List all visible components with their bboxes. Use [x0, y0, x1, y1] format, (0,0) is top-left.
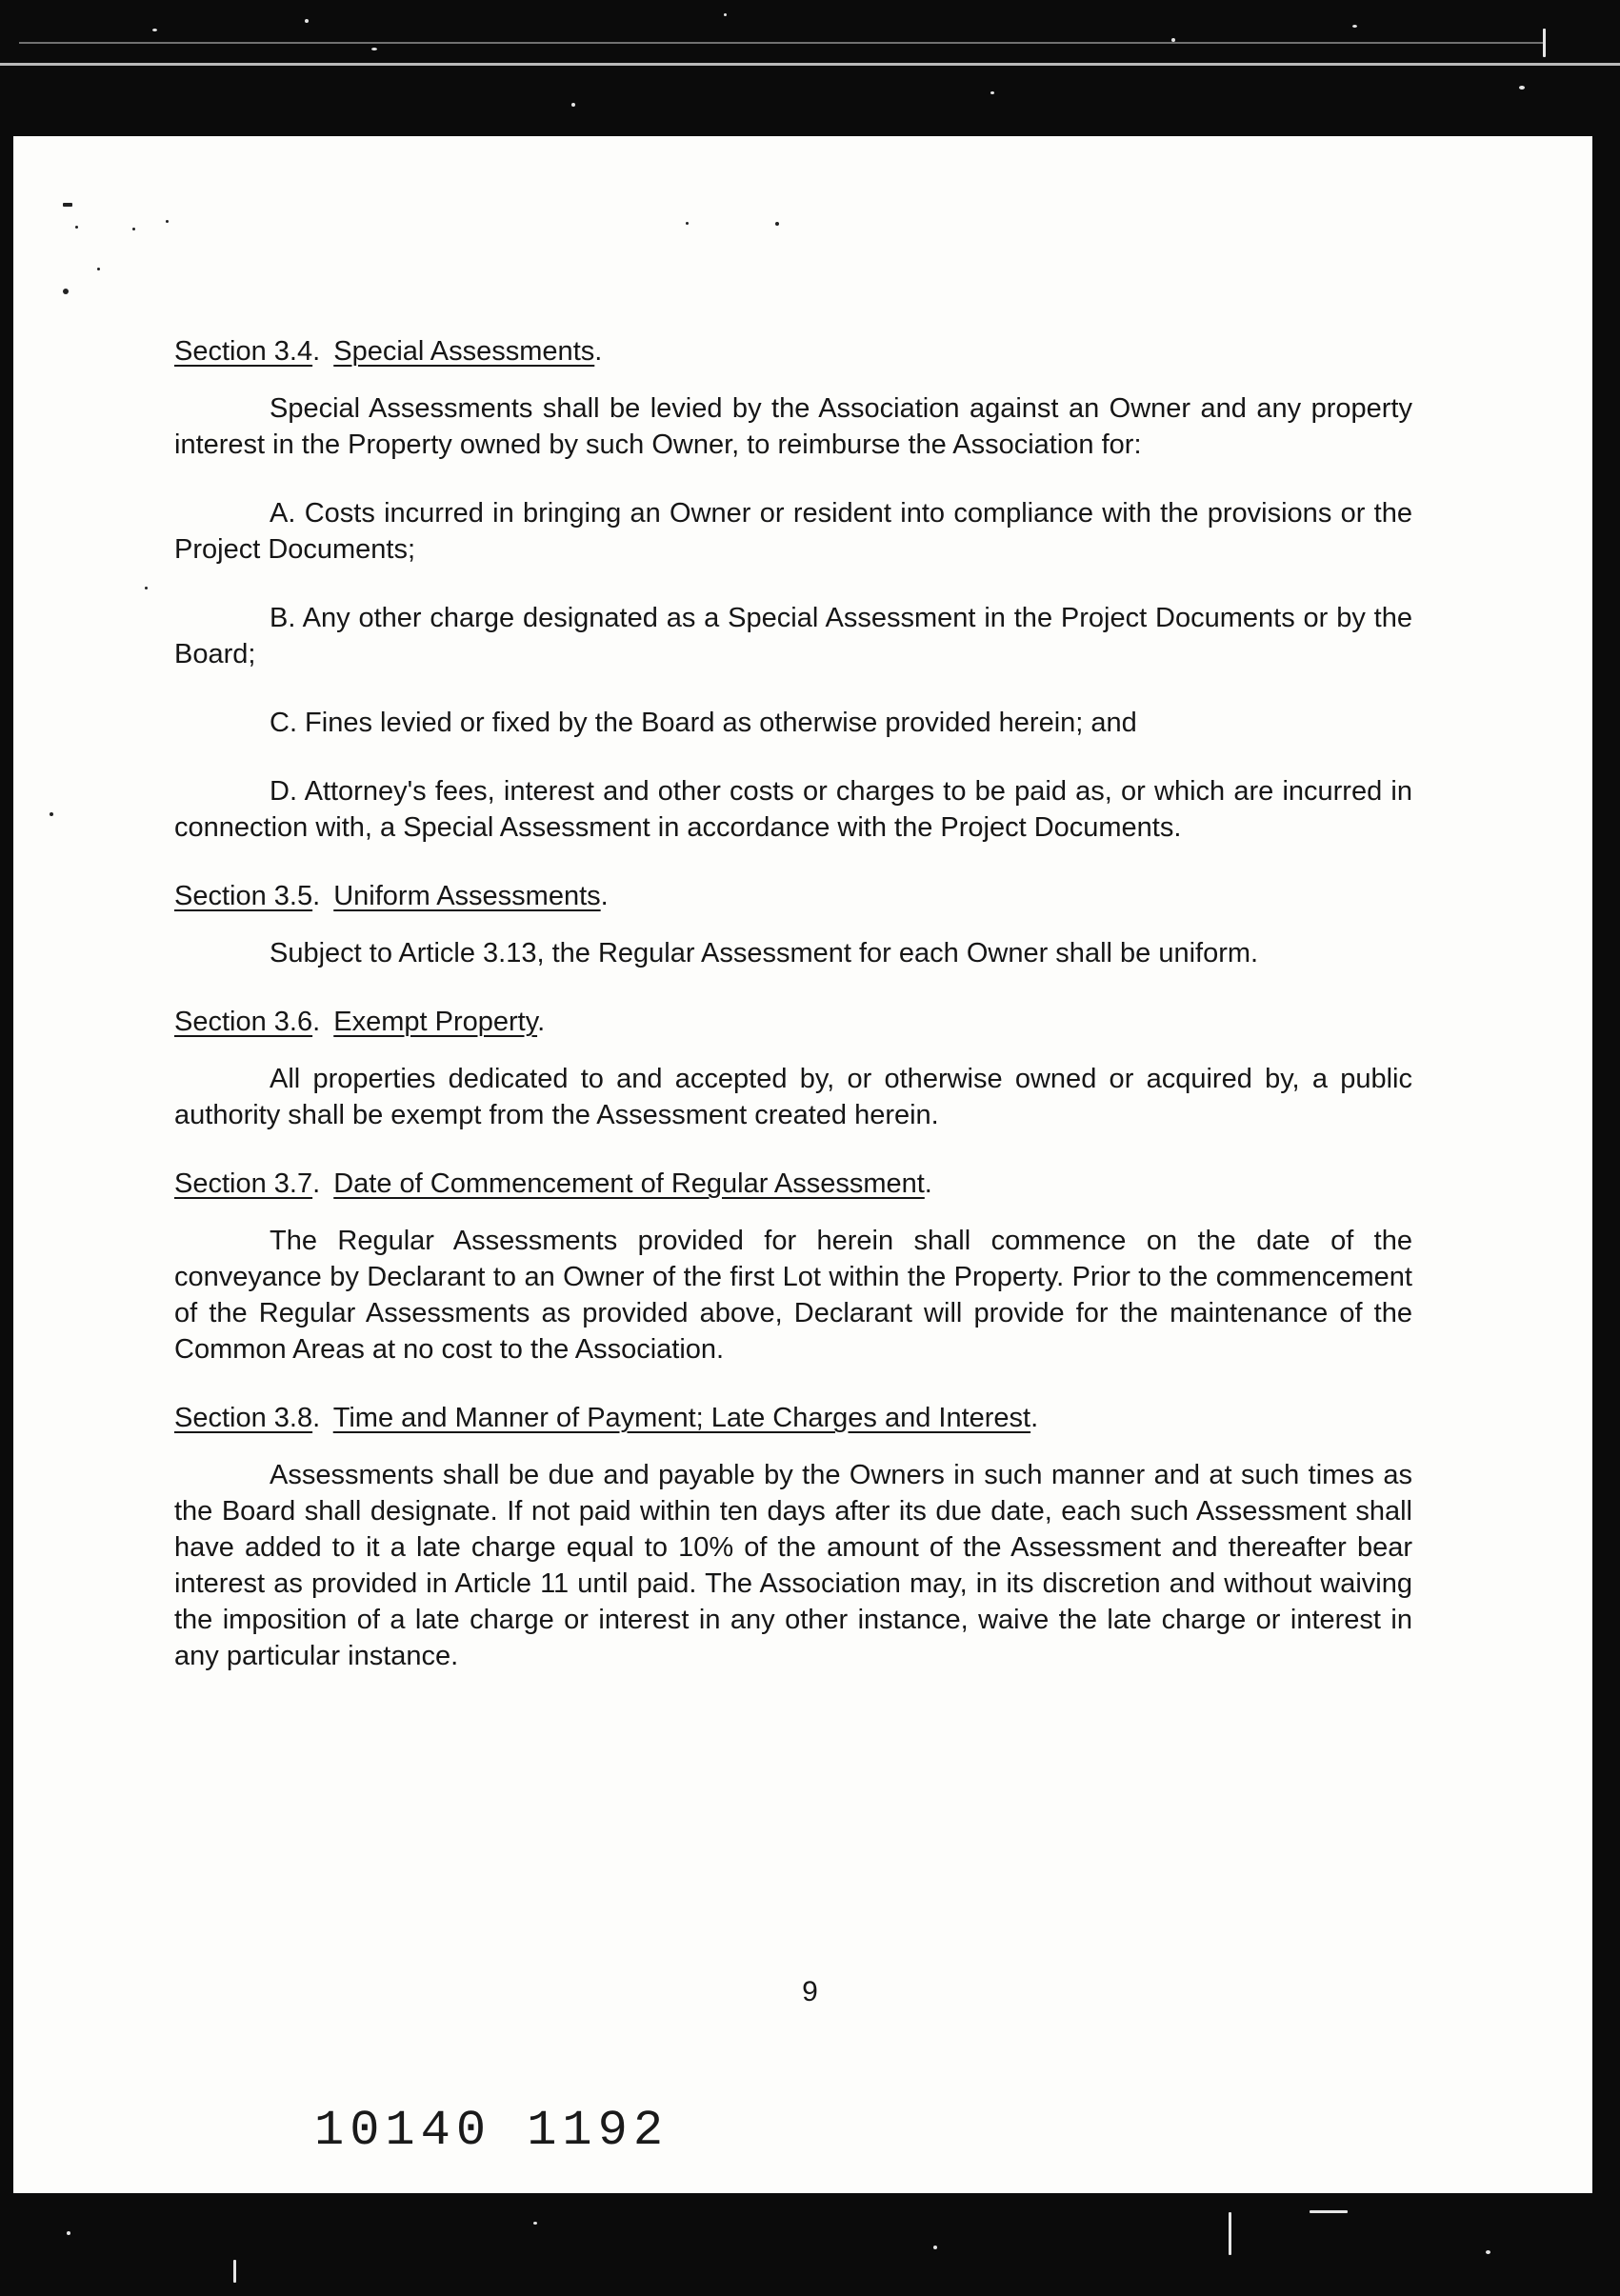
- scan-speck: [67, 2231, 70, 2235]
- page-speck: [75, 226, 78, 229]
- section-number: Section 3.7: [174, 1168, 313, 1199]
- scan-speck: [233, 2260, 236, 2283]
- scan-speck: [1352, 25, 1357, 28]
- scan-border-bottom: [0, 2193, 1620, 2296]
- scan-speck: [1310, 2210, 1348, 2213]
- scan-speck: [1519, 86, 1525, 90]
- page-speck: [166, 220, 169, 223]
- page-number: 9: [802, 1976, 818, 2007]
- section-title: Exempt Property: [333, 1007, 538, 1037]
- scan-speck: [533, 2222, 537, 2225]
- scan-border-top: [0, 0, 1620, 138]
- scan-speck: [990, 91, 994, 94]
- list-item-a: A. Costs incurred in bringing an Owner or resident into compliance with the provisions or the Project Documents;: [174, 498, 1412, 565]
- section-number: Section 3.8: [174, 1403, 313, 1433]
- document-body: [174, 190, 1412, 1707]
- section-title: Time and Manner of Payment; Late Charges and Interest: [332, 1403, 1031, 1433]
- scan-speck: [933, 2246, 937, 2249]
- section-number: Section 3.5: [174, 881, 313, 911]
- section-paragraph: The Regular Assessments provided for herein shall commence on the date of the conveyance by Declarant to an Owner of the first Lot within the Property. Prior to the commencement of the Regular Assessments as provided above, Declarant will provide for the maintenance of the Common Areas at no cost to the Association.: [174, 1226, 1412, 1365]
- section-title: Uniform Assessments: [333, 881, 601, 911]
- scan-border-right: [1592, 133, 1620, 2200]
- scan-speck: [1229, 2212, 1231, 2255]
- section-paragraph: Assessments shall be due and payable by the Owners in such manner and at such times as the Board shall designate. If not paid within ten days after its due date, each such Assessment shall have added to it a late charge equal to 10% of the amount of the Assessment and thereafter bear interest as provided in Article 11 until paid. The Association may, in its discretion and without waiving the imposition of a late charge or interest in any other instance, waive the late charge or interest in any particular instance.: [174, 1460, 1412, 1671]
- page-speck: [132, 228, 135, 230]
- section-title: Special Assessments: [333, 336, 595, 367]
- scan-speck: [152, 29, 157, 31]
- scan-speck: [724, 13, 727, 16]
- section-paragraph: Subject to Article 3.13, the Regular Assessment for each Owner shall be uniform.: [270, 938, 1259, 968]
- section-paragraph: All properties dedicated to and accepted by, or otherwise owned or acquired by, a public authority shall be exempt from the Assessment created herein.: [174, 1064, 1412, 1130]
- page-speck: [50, 812, 53, 816]
- list-item-d: D. Attorney's fees, interest and other costs or charges to be paid as, or which are incurred in connection with, a Special Assessment in accordance with the Project Documents.: [174, 776, 1412, 843]
- scan-border-left: [0, 133, 13, 2200]
- scan-speck: [1171, 38, 1175, 42]
- page-speck: [145, 587, 148, 589]
- section-title: Date of Commencement of Regular Assessment: [333, 1168, 925, 1199]
- scan-speck: [1543, 29, 1546, 57]
- document-id-stamp: 10140 1192: [314, 2103, 670, 2159]
- page-speck: [97, 268, 100, 270]
- scan-line: [0, 63, 1620, 66]
- scan-speck: [371, 48, 377, 50]
- scan-speck: [571, 103, 575, 107]
- page-speck: [63, 289, 69, 294]
- list-item-b: B. Any other charge designated as a Special Assessment in the Project Documents or by the Board;: [174, 603, 1412, 669]
- section-paragraph: Special Assessments shall be levied by the Association against an Owner and any property interest in the Property owned by such Owner, to reimburse the Association for:: [174, 393, 1412, 460]
- scan-speck: [1486, 2250, 1490, 2254]
- section-heading: Section 3.5. Uniform Assessments.: [174, 881, 609, 911]
- page-speck: [63, 203, 72, 207]
- section-number: Section 3.4: [174, 336, 313, 367]
- section-heading: Section 3.7. Date of Commencement of Regular Assessment.: [174, 1168, 932, 1199]
- section-number: Section 3.6: [174, 1007, 313, 1037]
- section-heading: Section 3.4. Special Assessments.: [174, 336, 603, 367]
- section-heading: Section 3.6. Exempt Property.: [174, 1007, 546, 1037]
- scan-line: [19, 42, 1543, 44]
- section-heading: Section 3.8. Time and Manner of Payment; Late Charges and Interest.: [174, 1403, 1039, 1433]
- list-item-c: C. Fines levied or fixed by the Board as otherwise provided herein; and: [270, 708, 1137, 738]
- scan-speck: [305, 19, 309, 23]
